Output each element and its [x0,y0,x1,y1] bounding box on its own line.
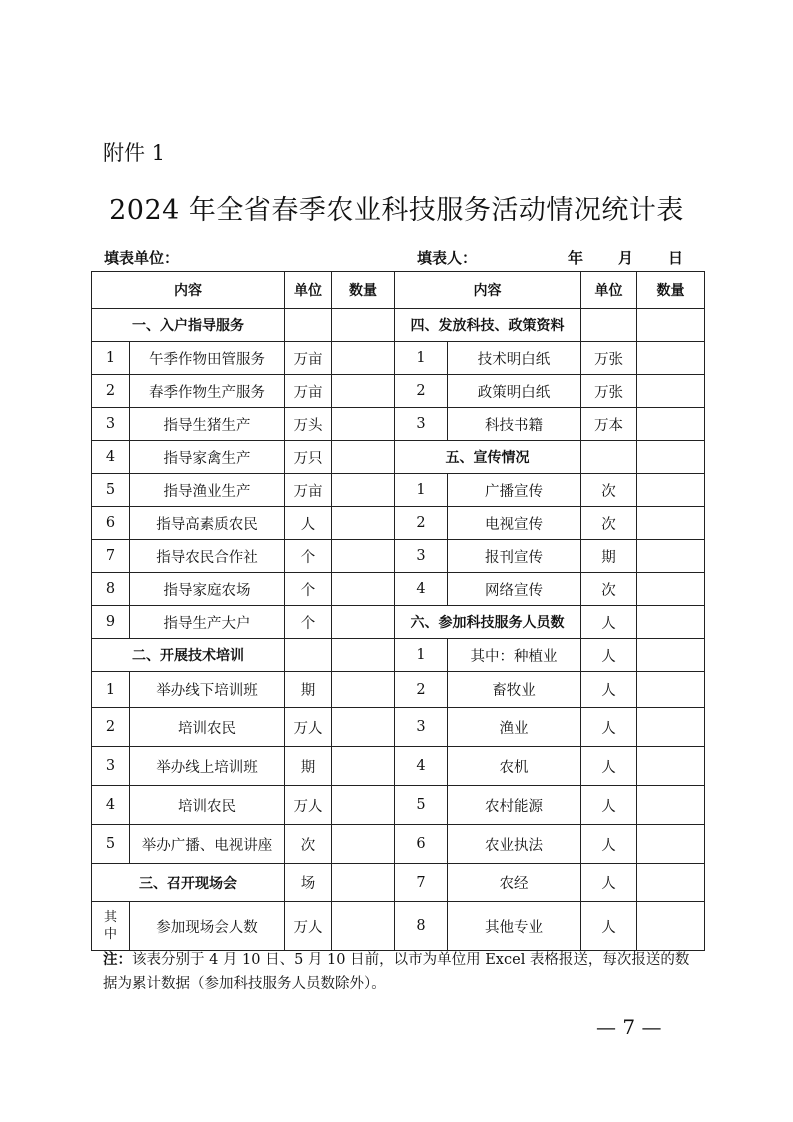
quantity-cell[interactable] [332,309,395,342]
quantity-cell[interactable] [332,639,395,672]
fill-in-row [100,247,700,269]
row-number: 3 [395,708,448,747]
quantity-cell[interactable] [332,573,395,606]
unit-cell: 期 [285,747,332,786]
section-title: 一、入户指导服务 [92,309,285,342]
row-number: 4 [92,441,130,474]
unit-cell [581,441,637,474]
unit-cell: 人 [581,825,637,864]
quantity-cell[interactable] [332,672,395,708]
row-number: 2 [395,507,448,540]
footnote [103,948,703,996]
item-label: 农机 [448,747,581,786]
quantity-cell[interactable] [332,864,395,902]
table-row [92,408,705,441]
row-number: 2 [395,375,448,408]
table-row [92,825,705,864]
table-row [92,672,705,708]
row-number: 3 [92,747,130,786]
quantity-cell[interactable] [637,474,705,507]
unit-cell: 人 [581,708,637,747]
row-number: 3 [395,408,448,441]
item-label: 参加现场会人数 [130,902,285,951]
header-quantity-left: 数量 [332,272,395,309]
row-number-group [92,902,130,951]
row-number: 3 [92,408,130,441]
quantity-cell[interactable] [332,606,395,639]
unit-cell: 个 [285,540,332,573]
row-number: 1 [395,342,448,375]
unit-cell: 万人 [285,902,332,951]
item-label: 农经 [448,864,581,902]
row-number: 9 [92,606,130,639]
footnote-text: 该表分别于 4 月 10 日、5 月 10 日前，以市为单位用 Excel 表格报送，每次报送的数据为累计数据（参加科技服务人员数除外）。 [103,952,690,992]
item-label: 农业执法 [448,825,581,864]
fill-month-label: 月 [618,249,634,267]
item-label: 广播宣传 [448,474,581,507]
row-number: 8 [92,573,130,606]
fill-day-label: 日 [668,249,684,267]
item-label: 指导家庭农场 [130,573,285,606]
item-label: 科技书籍 [448,408,581,441]
quantity-cell[interactable] [332,375,395,408]
section-title: 六、参加科技服务人员数 [395,606,581,639]
unit-cell: 期 [581,540,637,573]
unit-cell: 人 [581,639,637,672]
quantity-cell[interactable] [637,573,705,606]
row-number: 4 [395,747,448,786]
table-row [92,747,705,786]
unit-cell [581,309,637,342]
item-label: 电视宣传 [448,507,581,540]
quantity-cell[interactable] [637,864,705,902]
quantity-cell[interactable] [332,786,395,825]
group-label-line2: 中 [103,927,117,942]
item-label: 畜牧业 [448,672,581,708]
item-label: 指导渔业生产 [130,474,285,507]
statistics-table [91,271,705,951]
table-row [92,708,705,747]
section-title: 二、开展技术培训 [92,639,285,672]
unit-cell: 人 [581,786,637,825]
table-row [92,507,705,540]
table-row [92,342,705,375]
item-label: 举办广播、电视讲座 [130,825,285,864]
unit-cell: 期 [285,672,332,708]
unit-cell: 万亩 [285,342,332,375]
unit-cell [285,639,332,672]
item-label: 报刊宣传 [448,540,581,573]
unit-cell: 万张 [581,375,637,408]
unit-cell: 万本 [581,408,637,441]
table-row [92,441,705,474]
quantity-cell[interactable] [637,342,705,375]
unit-cell: 次 [285,825,332,864]
unit-cell: 个 [285,573,332,606]
quantity-cell[interactable] [332,408,395,441]
row-number: 6 [92,507,130,540]
unit-cell: 场 [285,864,332,902]
section-title: 五、宣传情况 [395,441,581,474]
unit-cell: 人 [581,672,637,708]
unit-cell: 个 [285,606,332,639]
unit-cell: 人 [581,864,637,902]
row-number: 4 [92,786,130,825]
quantity-cell[interactable] [332,474,395,507]
item-label: 指导农民合作社 [130,540,285,573]
page-title: 2024 年全省春季农业科技服务活动情况统计表 [109,195,684,226]
row-number: 1 [395,474,448,507]
row-number: 1 [92,342,130,375]
unit-cell: 人 [581,902,637,951]
quantity-cell[interactable] [637,375,705,408]
item-label: 指导生猪生产 [130,408,285,441]
quantity-cell[interactable] [332,441,395,474]
table-row [92,375,705,408]
unit-cell: 万人 [285,708,332,747]
item-label: 举办线上培训班 [130,747,285,786]
quantity-cell[interactable] [637,606,705,639]
quantity-cell[interactable] [637,408,705,441]
header-unit-left: 单位 [285,272,332,309]
row-number: 1 [395,639,448,672]
item-label: 其中：种植业 [448,639,581,672]
row-number: 7 [395,864,448,902]
footnote-label: 注： [103,952,132,968]
table-row [92,864,705,902]
unit-cell: 万张 [581,342,637,375]
quantity-cell[interactable] [637,825,705,864]
unit-cell: 万头 [285,408,332,441]
quantity-cell[interactable] [637,786,705,825]
item-label: 午季作物田管服务 [130,342,285,375]
header-content-right: 内容 [395,272,581,309]
quantity-cell[interactable] [332,747,395,786]
row-number: 1 [92,672,130,708]
item-label: 举办线下培训班 [130,672,285,708]
unit-cell: 次 [581,573,637,606]
header-quantity-right: 数量 [637,272,705,309]
quantity-cell[interactable] [637,441,705,474]
item-label: 指导生产大户 [130,606,285,639]
quantity-cell[interactable] [332,902,395,951]
quantity-cell[interactable] [637,309,705,342]
unit-cell: 万人 [285,786,332,825]
item-label: 春季作物生产服务 [130,375,285,408]
fill-year-label: 年 [568,249,584,267]
item-label: 政策明白纸 [448,375,581,408]
unit-cell [285,309,332,342]
quantity-cell[interactable] [637,708,705,747]
table-row [92,309,705,342]
unit-cell: 人 [581,747,637,786]
quantity-cell[interactable] [637,747,705,786]
row-number: 2 [92,708,130,747]
table-row [92,902,705,951]
row-number: 2 [92,375,130,408]
group-label-line1: 其 [103,910,117,925]
item-label: 渔业 [448,708,581,747]
quantity-cell[interactable] [332,540,395,573]
unit-cell: 万只 [285,441,332,474]
section-title: 四、发放科技、政策资料 [395,309,581,342]
item-label: 指导高素质农民 [130,507,285,540]
table-row [92,639,705,672]
quantity-cell[interactable] [332,708,395,747]
row-number: 8 [395,902,448,951]
quantity-cell[interactable] [332,825,395,864]
unit-cell: 人 [285,507,332,540]
section-title: 三、召开现场会 [92,864,285,902]
quantity-cell[interactable] [637,507,705,540]
quantity-cell[interactable] [332,507,395,540]
table-row [92,606,705,639]
item-label: 培训农民 [130,708,285,747]
unit-cell: 万亩 [285,474,332,507]
unit-cell: 万亩 [285,375,332,408]
fill-unit-label: 填表单位： [104,249,180,267]
quantity-cell[interactable] [332,342,395,375]
table-row [92,573,705,606]
row-number: 4 [395,573,448,606]
row-number: 2 [395,672,448,708]
item-label: 培训农民 [130,786,285,825]
header-content-left: 内容 [92,272,285,309]
item-label: 其他专业 [448,902,581,951]
quantity-cell[interactable] [637,902,705,951]
unit-cell: 次 [581,507,637,540]
row-number: 6 [395,825,448,864]
table-header-row [92,272,705,309]
item-label: 农村能源 [448,786,581,825]
item-label: 网络宣传 [448,573,581,606]
fill-person-label: 填表人： [417,249,478,267]
quantity-cell[interactable] [637,639,705,672]
quantity-cell[interactable] [637,672,705,708]
unit-cell: 人 [581,606,637,639]
header-unit-right: 单位 [581,272,637,309]
table-row [92,540,705,573]
item-label: 技术明白纸 [448,342,581,375]
quantity-cell[interactable] [637,540,705,573]
item-label: 指导家禽生产 [130,441,285,474]
row-number: 5 [92,825,130,864]
row-number: 5 [395,786,448,825]
row-number: 5 [92,474,130,507]
attachment-label: 附件 1 [103,141,166,165]
page-number: — 7 — [596,1015,662,1039]
row-number: 7 [92,540,130,573]
table-row [92,786,705,825]
table-row [92,474,705,507]
unit-cell: 次 [581,474,637,507]
row-number: 3 [395,540,448,573]
